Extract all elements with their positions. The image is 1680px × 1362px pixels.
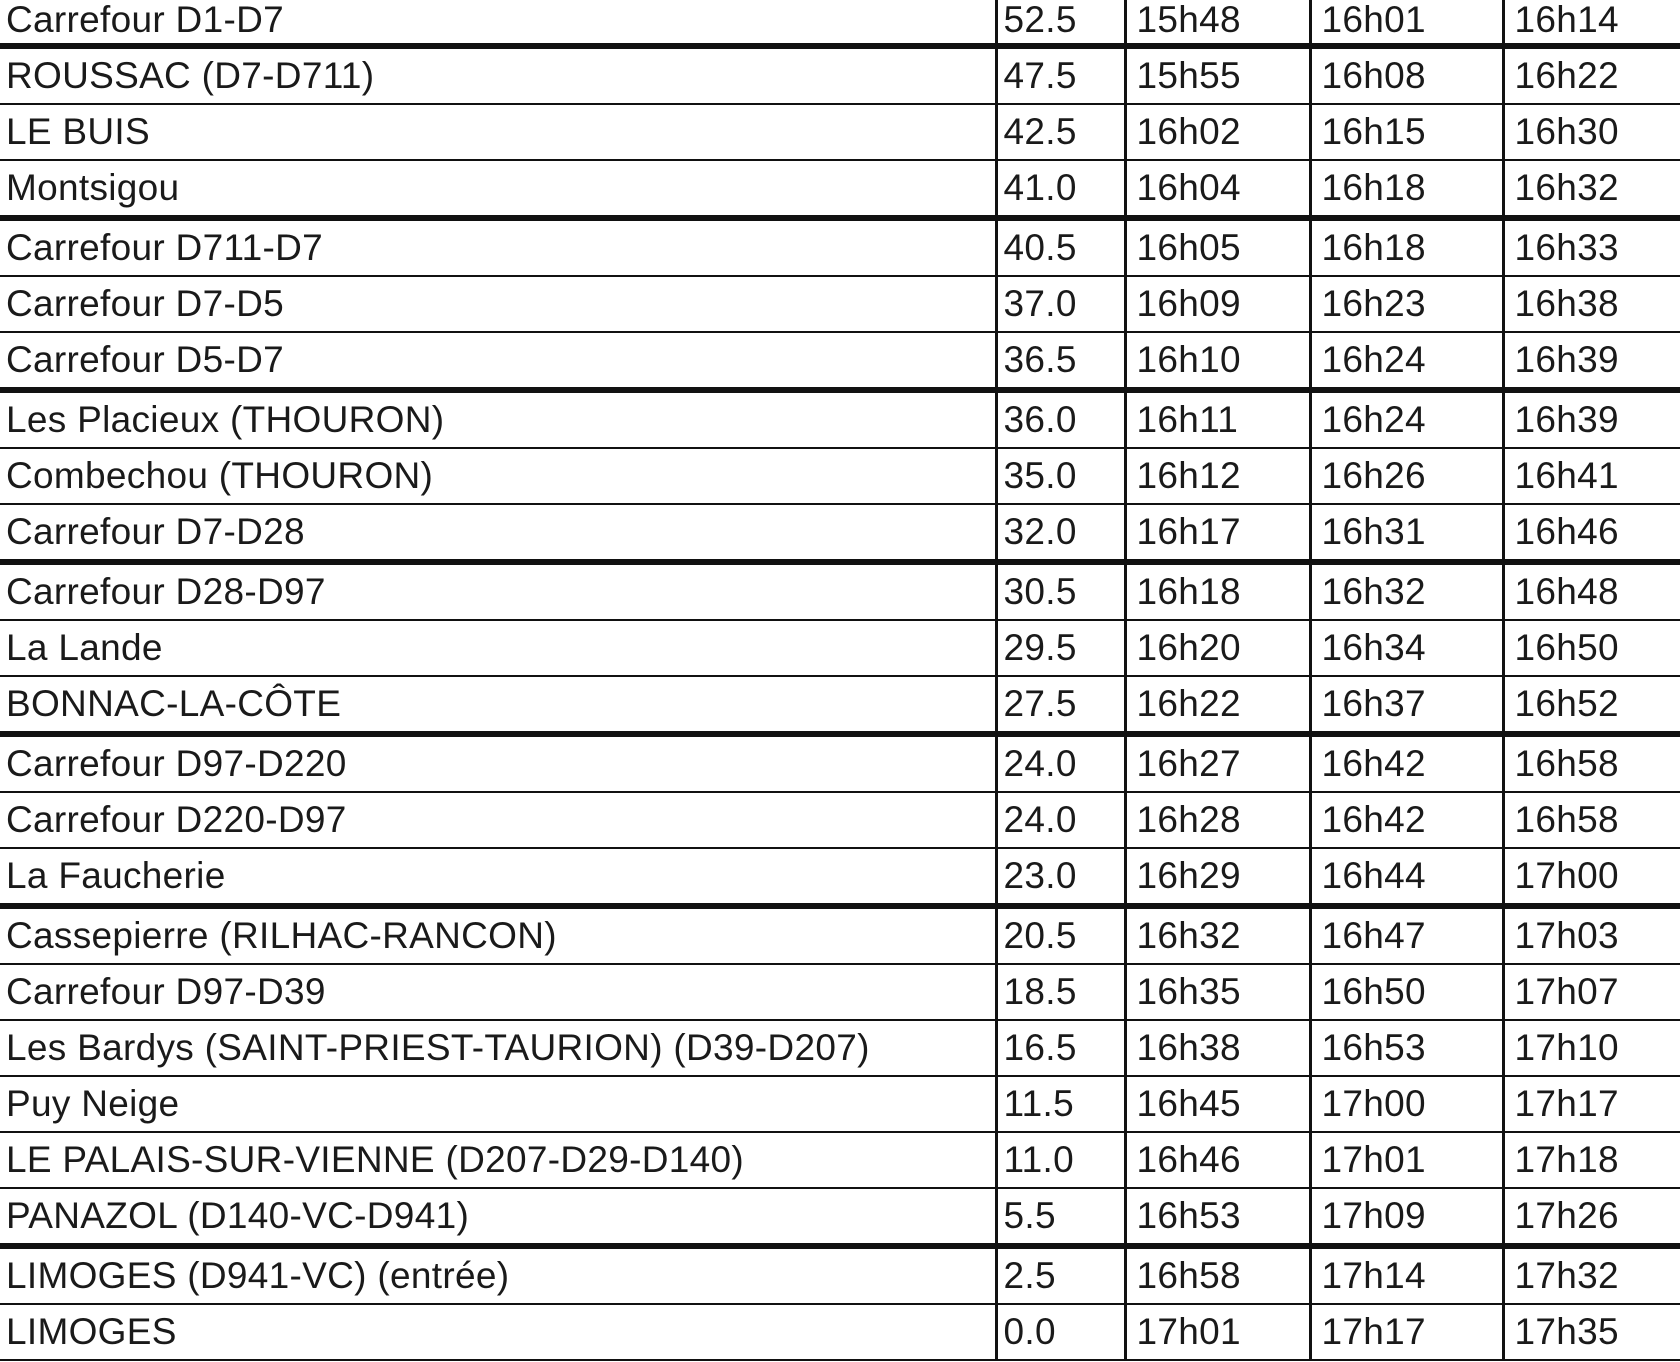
departure-time-1: 16h32 [1125, 906, 1310, 964]
departure-time-1: 16h29 [1125, 848, 1310, 906]
departure-time-3: 17h18 [1503, 1132, 1680, 1188]
departure-time-3: 16h46 [1503, 504, 1680, 562]
table-row [0, 46, 1680, 104]
departure-time-2: 16h42 [1310, 792, 1503, 848]
departure-time-2: 16h42 [1310, 734, 1503, 792]
departure-time-2: 17h17 [1310, 1304, 1503, 1360]
departure-time-2: 16h24 [1310, 332, 1503, 390]
stop-name: LE BUIS [0, 104, 996, 160]
departure-time-2: 16h24 [1310, 390, 1503, 448]
stop-name: Les Bardys (SAINT-PRIEST-TAURION) (D39-D207) [0, 1020, 996, 1076]
departure-time-1: 16h46 [1125, 1132, 1310, 1188]
departure-time-3: 16h48 [1503, 562, 1680, 620]
departure-time-1: 16h22 [1125, 676, 1310, 734]
departure-time-2: 16h23 [1310, 276, 1503, 332]
departure-time-3: 16h39 [1503, 332, 1680, 390]
departure-time-2: 17h14 [1310, 1246, 1503, 1304]
departure-time-1: 16h04 [1125, 160, 1310, 218]
distance-km: 23.0 [996, 848, 1125, 906]
departure-time-1: 16h18 [1125, 562, 1310, 620]
table-row [0, 448, 1680, 504]
departure-time-2: 16h01 [1310, 0, 1503, 46]
table-row [0, 620, 1680, 676]
departure-time-2: 16h34 [1310, 620, 1503, 676]
table-row [0, 104, 1680, 160]
departure-time-1: 16h53 [1125, 1188, 1310, 1246]
departure-time-3: 16h39 [1503, 390, 1680, 448]
departure-time-1: 16h05 [1125, 218, 1310, 276]
table-row [0, 906, 1680, 964]
departure-time-3: 16h58 [1503, 792, 1680, 848]
stop-name: Carrefour D97-D220 [0, 734, 996, 792]
departure-time-1: 15h55 [1125, 46, 1310, 104]
departure-time-1: 17h01 [1125, 1304, 1310, 1360]
departure-time-2: 16h15 [1310, 104, 1503, 160]
departure-time-2: 16h47 [1310, 906, 1503, 964]
departure-time-3: 17h26 [1503, 1188, 1680, 1246]
distance-km: 36.0 [996, 390, 1125, 448]
departure-time-3: 17h03 [1503, 906, 1680, 964]
table-row [0, 676, 1680, 734]
departure-time-3: 16h32 [1503, 160, 1680, 218]
departure-time-1: 16h09 [1125, 276, 1310, 332]
departure-time-3: 16h50 [1503, 620, 1680, 676]
departure-time-3: 16h33 [1503, 218, 1680, 276]
departure-time-3: 16h38 [1503, 276, 1680, 332]
departure-time-3: 17h07 [1503, 964, 1680, 1020]
stop-name: Carrefour D5-D7 [0, 332, 996, 390]
departure-time-2: 16h32 [1310, 562, 1503, 620]
table-row [0, 160, 1680, 218]
table-row [0, 1076, 1680, 1132]
stop-name: BONNAC-LA-CÔTE [0, 676, 996, 734]
departure-time-1: 16h12 [1125, 448, 1310, 504]
departure-time-3: 17h32 [1503, 1246, 1680, 1304]
table-row [0, 734, 1680, 792]
departure-time-2: 16h50 [1310, 964, 1503, 1020]
table-row [0, 276, 1680, 332]
distance-km: 20.5 [996, 906, 1125, 964]
departure-time-1: 15h48 [1125, 0, 1310, 46]
stop-name: Les Placieux (THOURON) [0, 390, 996, 448]
distance-km: 35.0 [996, 448, 1125, 504]
departure-time-2: 16h44 [1310, 848, 1503, 906]
stop-name: La Faucherie [0, 848, 996, 906]
departure-time-2: 16h18 [1310, 160, 1503, 218]
stop-name: PANAZOL (D140-VC-D941) [0, 1188, 996, 1246]
departure-time-3: 16h41 [1503, 448, 1680, 504]
table-row [0, 1020, 1680, 1076]
distance-km: 37.0 [996, 276, 1125, 332]
distance-km: 2.5 [996, 1246, 1125, 1304]
stop-name: Carrefour D97-D39 [0, 964, 996, 1020]
stop-name: Cassepierre (RILHAC-RANCON) [0, 906, 996, 964]
table-row [0, 504, 1680, 562]
departure-time-2: 16h53 [1310, 1020, 1503, 1076]
distance-km: 40.5 [996, 218, 1125, 276]
distance-km: 42.5 [996, 104, 1125, 160]
distance-km: 24.0 [996, 792, 1125, 848]
stop-name: Puy Neige [0, 1076, 996, 1132]
distance-km: 24.0 [996, 734, 1125, 792]
departure-time-3: 16h52 [1503, 676, 1680, 734]
stop-name: LE PALAIS-SUR-VIENNE (D207-D29-D140) [0, 1132, 996, 1188]
table-row [0, 562, 1680, 620]
departure-time-3: 16h30 [1503, 104, 1680, 160]
table-row [0, 792, 1680, 848]
table-row [0, 1304, 1680, 1360]
distance-km: 5.5 [996, 1188, 1125, 1246]
departure-time-1: 16h17 [1125, 504, 1310, 562]
distance-km: 11.0 [996, 1132, 1125, 1188]
stop-name: Montsigou [0, 160, 996, 218]
stop-name: Combechou (THOURON) [0, 448, 996, 504]
departure-time-2: 16h18 [1310, 218, 1503, 276]
distance-km: 18.5 [996, 964, 1125, 1020]
distance-km: 27.5 [996, 676, 1125, 734]
departure-time-3: 17h35 [1503, 1304, 1680, 1360]
departure-time-1: 16h35 [1125, 964, 1310, 1020]
departure-time-3: 17h00 [1503, 848, 1680, 906]
departure-time-3: 16h58 [1503, 734, 1680, 792]
departure-time-2: 17h01 [1310, 1132, 1503, 1188]
table-row [0, 218, 1680, 276]
distance-km: 29.5 [996, 620, 1125, 676]
distance-km: 36.5 [996, 332, 1125, 390]
distance-km: 41.0 [996, 160, 1125, 218]
departure-time-2: 16h26 [1310, 448, 1503, 504]
stop-name: LIMOGES (D941-VC) (entrée) [0, 1246, 996, 1304]
distance-km: 30.5 [996, 562, 1125, 620]
distance-km: 52.5 [996, 0, 1125, 46]
departure-time-2: 16h37 [1310, 676, 1503, 734]
table-row [0, 964, 1680, 1020]
departure-time-1: 16h38 [1125, 1020, 1310, 1076]
stop-name: LIMOGES [0, 1304, 996, 1360]
stop-name: Carrefour D1-D7 [0, 0, 996, 46]
departure-time-1: 16h10 [1125, 332, 1310, 390]
departure-time-1: 16h28 [1125, 792, 1310, 848]
departure-time-1: 16h20 [1125, 620, 1310, 676]
departure-time-3: 17h10 [1503, 1020, 1680, 1076]
distance-km: 11.5 [996, 1076, 1125, 1132]
distance-km: 32.0 [996, 504, 1125, 562]
table-row [0, 332, 1680, 390]
distance-km: 0.0 [996, 1304, 1125, 1360]
departure-time-1: 16h02 [1125, 104, 1310, 160]
departure-time-3: 16h14 [1503, 0, 1680, 46]
departure-time-2: 17h09 [1310, 1188, 1503, 1246]
departure-time-1: 16h11 [1125, 390, 1310, 448]
stop-name: ROUSSAC (D7-D711) [0, 46, 996, 104]
table-row [0, 1246, 1680, 1304]
departure-time-2: 16h08 [1310, 46, 1503, 104]
departure-time-3: 16h22 [1503, 46, 1680, 104]
distance-km: 16.5 [996, 1020, 1125, 1076]
departure-time-1: 16h58 [1125, 1246, 1310, 1304]
stop-name: Carrefour D220-D97 [0, 792, 996, 848]
departure-time-1: 16h27 [1125, 734, 1310, 792]
table-row [0, 1188, 1680, 1246]
table-row [0, 848, 1680, 906]
stop-name: Carrefour D711-D7 [0, 218, 996, 276]
stop-name: Carrefour D7-D5 [0, 276, 996, 332]
table-row [0, 0, 1680, 46]
departure-time-3: 17h17 [1503, 1076, 1680, 1132]
departure-time-2: 17h00 [1310, 1076, 1503, 1132]
stop-name: Carrefour D28-D97 [0, 562, 996, 620]
table-row [0, 1132, 1680, 1188]
stop-name: Carrefour D7-D28 [0, 504, 996, 562]
stop-name: La Lande [0, 620, 996, 676]
distance-km: 47.5 [996, 46, 1125, 104]
departure-time-1: 16h45 [1125, 1076, 1310, 1132]
table-row [0, 390, 1680, 448]
departure-time-2: 16h31 [1310, 504, 1503, 562]
